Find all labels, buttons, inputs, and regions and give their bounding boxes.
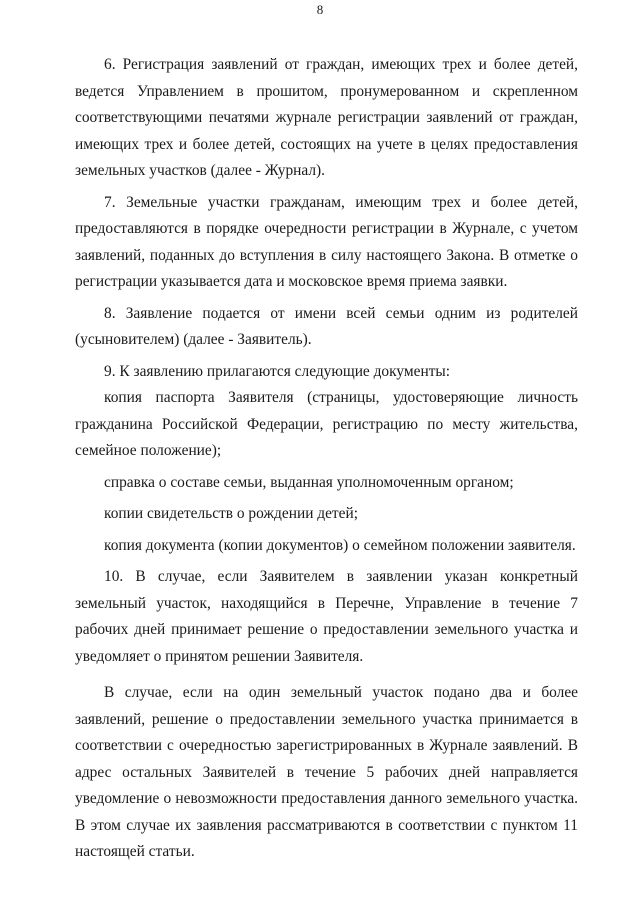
paragraph-10-continuation: В случае, если на один земельный участок подано два и более заявлений, решение о предоставлении земельного участка принимается в соответствии с очередностью зарегистрированных в Журнале заявлений. В адрес остальных Заявителей в течение 5 рабочих дней направляется уведомление о невозможности предоставления данного земельного участка. В этом случае их заявления рассматриваются в соответствии с пунктом 11 настоящей статьи. bbox=[75, 684, 578, 860]
page-number: 8 bbox=[316, 2, 324, 17]
paragraph-8: 8. Заявление подается от имени всей семьи одним из родителей (усыновителем) (далее - Заявитель). bbox=[75, 304, 578, 348]
paragraph-7: 7. Земельные участки гражданам, имеющим трех и более детей, предоставляются в порядке очередности регистрации в Журнале, с учетом заявлений, поданных до вступления в силу настоящего Закона. В отметке о регистрации указывается дата и московское время приема заявки. bbox=[75, 193, 578, 290]
list-item-birth-certificates: копии свидетельств о рождении детей; bbox=[104, 505, 359, 522]
paragraph-10: 10. В случае, если Заявителем в заявлении указан конкретный земельный участок, находящийся в Перечне, Управление в течение 7 рабочих дней принимает решение о предоставлении земельного участка и уведомляет о принятом решении Заявителя. bbox=[75, 568, 578, 665]
paragraph-6: 6. Регистрация заявлений от граждан, имеющих трех и более детей, ведется Управлением в прошитом, пронумерованном и скрепленном соответствующими печатями журнале регистрации заявлений от граждан, имеющих трех и более детей, состоящих на учете в целях предоставления земельных участков (далее - Журнал). bbox=[75, 56, 578, 179]
document-body bbox=[75, 52, 578, 871]
list-item-family-certificate: справка о составе семьи, выданная уполномоченным органом; bbox=[104, 473, 514, 491]
list-item-passport-copy: копия паспорта Заявителя (страницы, удостоверяющие личность гражданина Российской Федерации, регистрацию по месту жительства, семейное положение); bbox=[75, 389, 578, 459]
list-item-marital-status-document: копия документа (копии документов) о семейном положении заявителя. bbox=[104, 536, 576, 554]
paragraph-9: 9. К заявлению прилагаются следующие документы: bbox=[104, 362, 451, 380]
